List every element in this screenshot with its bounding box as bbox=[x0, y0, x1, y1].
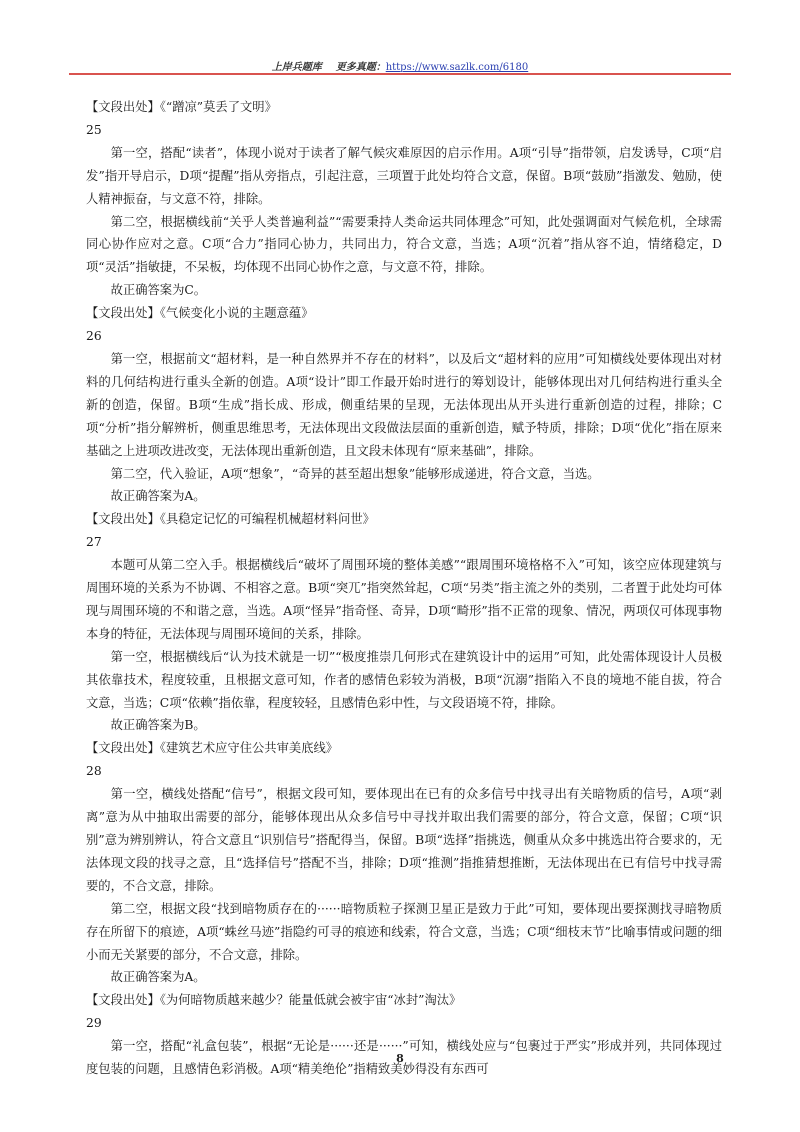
explanation-paragraph: 第二空，根据文段“找到暗物质存在的······暗物质粒子探测卫星正是致力于此”可知，要体现出要探测找寻暗物质存在所留下的痕迹，A项“蛛丝马迹”指隐约可寻的痕迹和线索，符合文意，当选；C项“细枝末节”比喻事情或问题的细小而无关紧要的部分，不合文意，排除。 bbox=[86, 901, 722, 962]
explanation-paragraph: 第二空，根据横线前“关乎人类普遍利益”“需要秉持人类命运共同体理念”可知，此处强调面对气候危机，全球需同心协作应对之意。C项“合力”指同心协力，共同出力，符合文意，当选；A项“沉着”指从容不迫，情绪稳定，D项“灵活”指敏捷，不呆板，均体现不出同心协作之意，与文意不符，排除。 bbox=[86, 214, 722, 275]
explanation-paragraph: 第一空，根据横线后“认为技术就是一切”“极度推崇几何形式在建筑设计中的运用”可知，此处需体现设计人员极其依靠技术，程度较重，且根据文意可知，作者的感情色彩较为消极，B项“沉溺”指陷入不良的境地不能自拔，符合文意，当选；C项“依赖”指依靠，程度较轻，且感情色彩中性，与文段语境不符，排除。 bbox=[86, 649, 722, 710]
question-number: 26 bbox=[86, 329, 102, 344]
explanation-paragraph: 本题可从第二空入手。根据横线后“破坏了周围环境的整体美感”“跟周围环境格格不入”可知，该空应体现建筑与周围环境的关系为不协调、不相容之意。B项“突兀”指突然耸起，C项“另类”指主流之外的类别，二者置于此处均可体现与周围环境的不和谐之意，当选。A项“怪异”指奇怪、奇异，D项“畸形”指不正常的现象、情况，两项仅可体现事物本身的特征，无法体现与周围环境间的关系，排除。 bbox=[86, 558, 722, 641]
explanation-paragraph: 故正确答案为A。 bbox=[110, 970, 206, 985]
source-citation: 【文段出处】《“蹭凉”莫丢了文明》 bbox=[86, 100, 277, 114]
source-link[interactable]: https://www.sazlk.com/6180 bbox=[385, 62, 529, 73]
source-citation: 【文段出处】《具稳定记忆的可编程机械超材料问世》 bbox=[86, 512, 375, 527]
explanation-paragraph: 第一空，横线处搭配“信号”，根据文段可知，要体现出在已有的众多信号中找寻出有关暗物质的信号，A项“剥离”意为从中抽取出需要的部分，能够体现出从众多信号中寻找并取出我们需要的部分，符合文意，保留；C项“识别”意为辨别辨认，符合文意且“识别信号”搭配得当，保留。B项“选择”指挑选，侧重从众多中挑选出符合要求的，无法体现文段的找寻之意，且“选择信号”搭配不当，排除；D项“推测”指推猜想推断，无法体现出在已有信号中找寻需要的，不合文意，排除。 bbox=[86, 787, 722, 893]
explanation-paragraph: 第一空，搭配“读者”，体现小说对于读者了解气候灾难原因的启示作用。A项“引导”指带领，启发诱导，C项“启发”指开导启示，D项“提醒”指从旁指点，引起注意，三项置于此处均符合文意，保留。B项“鼓励”指激发、勉励，使人精神振奋，与文意不符，排除。 bbox=[86, 145, 722, 206]
explanation-paragraph: 故正确答案为C。 bbox=[110, 283, 207, 298]
explanation-paragraph: 第一空，搭配“礼盒包装”，根据“无论是······还是······”可知，横线处应与“包裹过于严实”形成并列，共同体现过度包装的问题，且感情色彩消极。A项“精美绝伦”指精致美妙得没有东西可 bbox=[86, 1039, 722, 1077]
question-number: 28 bbox=[86, 764, 102, 779]
question-number: 29 bbox=[86, 1016, 102, 1031]
source-citation: 【文段出处】《为何暗物质越来越少？能量低就会被宇宙“冰封”淘汰》 bbox=[86, 993, 462, 1008]
more-label: 更多真题： bbox=[335, 62, 386, 73]
question-number: 27 bbox=[86, 535, 102, 550]
explanation-paragraph: 故正确答案为B。 bbox=[110, 718, 206, 733]
page-number: 8 bbox=[396, 1052, 404, 1065]
page-header bbox=[80, 58, 720, 73]
document-body bbox=[86, 96, 722, 1081]
explanation-paragraph: 故正确答案为A。 bbox=[110, 489, 206, 504]
site-name: 上岸兵题库 bbox=[271, 62, 322, 73]
header-divider bbox=[69, 73, 731, 75]
source-citation: 【文段出处】《建筑艺术应守住公共审美底线》 bbox=[86, 741, 339, 756]
question-number: 25 bbox=[86, 122, 102, 137]
source-citation: 【文段出处】《气候变化小说的主题意蕴》 bbox=[86, 306, 314, 321]
explanation-paragraph: 第二空，代入验证，A项“想象”，“奇异的甚至超出想象”能够形成递进，符合文意，当选。 bbox=[110, 466, 600, 481]
explanation-paragraph: 第一空，根据前文“超材料，是一种自然界并不存在的材料”，以及后文“超材料的应用”可知横线处要体现出对材料的几何结构进行重头全新的创造。A项“设计”即工作最开始时进行的筹划设计，能够体现出对几何结构进行重头全新的创造，保留。B项“生成”指长成、形成，侧重结果的呈现，无法体现出从开头进行重新创造的过程，排除；C项“分析”指分解辨析，侧重思维思考，无法体现出文段做法层面的重新创造，赋予特质，排除；D项“优化”指在原来基础之上进项改进改变，无法体现出重新创造，且文段未体现有“原来基础”，排除。 bbox=[86, 351, 722, 458]
